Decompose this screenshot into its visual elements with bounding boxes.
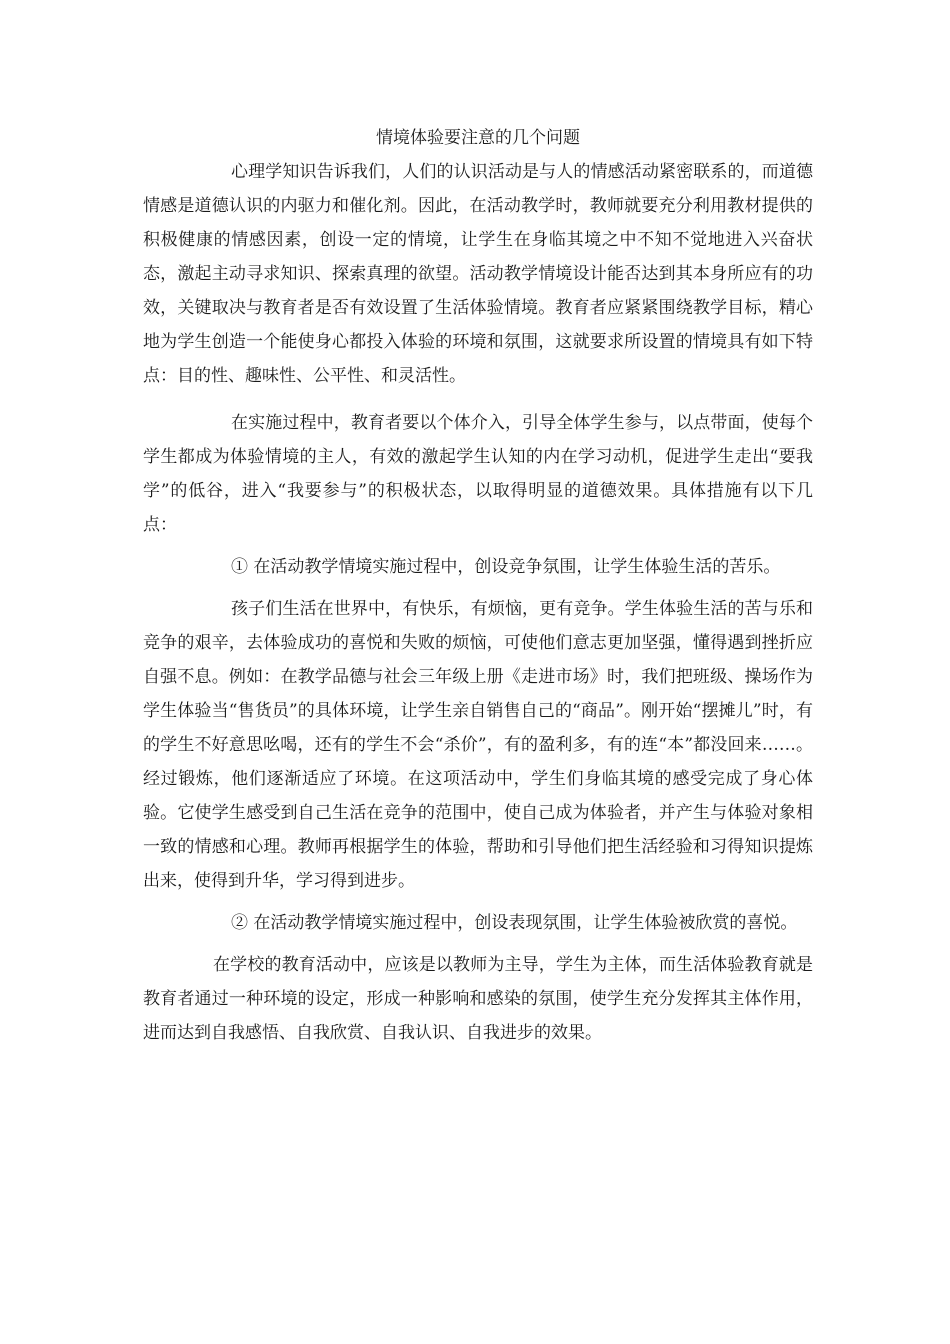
document-page: [143, 121, 813, 1050]
document-title: 情境体验要注意的几个问题: [376, 128, 580, 148]
paragraph-example: 孩子们生活在世界中，有快乐，有烦恼，更有竞争。学生体验生活的苦与乐和竞争的艰辛，去体验成功的喜悦和失败的烦恼，可使他们意志更加坚强，懂得遇到挫折应自强不息。例如：在教学品德与社会三年级上册《走进市场》时，我们把班级、操场作为学生体验当“售货员”的具体环境，让学生亲自销售自己的“商品”。刚开始“摆摊儿”时，有的学生不好意思吆喝，还有的学生不会“杀价”，有的盈利多，有的连“本”都没回来……。经过锻炼，他们逐渐适应了环境。在这项活动中，学生们身临其境的感受完成了身心体验。它使学生感受到自己生活在竞争的范围中，使自己成为体验者，并产生与体验对象相一致的情感和心理。教师再根据学生的体验，帮助和引导他们把生活经验和习得知识提炼出来，使得到升华，学习得到进步。: [143, 599, 813, 891]
paragraph-implementation: 在实施过程中，教育者要以个体介入，引导全体学生参与，以点带面，使每个学生都成为体验情境的主人，有效的激起学生认知的内在学习动机，促进学生走出“要我学”的低谷，进入“我要参与”的积极状态，以取得明显的道德效果。具体措施有以下几点：: [143, 413, 813, 535]
paragraph-intro: 心理学知识告诉我们，人们的认识活动是与人的情感活动紧密联系的，而道德情感是道德认识的内驱力和催化剂。因此，在活动教学时，教师就要充分利用教材提供的积极健康的情感因素，创设一定的情境，让学生在身临其境之中不知不觉地进入兴奋状态，激起主动寻求知识、探索真理的欲望。活动教学情境设计能否达到其本身所应有的功效，关键取决与教育者是否有效设置了生活体验情境。教育者应紧紧围绕教学目标，精心地为学生创造一个能使身心都投入体验的环境和氛围，这就要求所设置的情境具有如下特点：目的性、趣味性、公平性、和灵活性。: [143, 162, 813, 386]
paragraph-point-1: ① 在活动教学情境实施过程中，创设竞争氛围，让学生体验生活的苦乐。: [231, 557, 781, 577]
paragraph-conclusion: 在学校的教育活动中，应该是以教师为主导，学生为主体，而生活体验教育就是教育者通过一种环境的设定，形成一种影响和感染的氛围，使学生充分发挥其主体作用，进而达到自我感悟、自我欣赏、自我认识、自我进步的效果。: [143, 955, 813, 1043]
paragraph-point-2: ② 在活动教学情境实施过程中，创设表现氛围，让学生体验被欣赏的喜悦。: [231, 913, 798, 933]
